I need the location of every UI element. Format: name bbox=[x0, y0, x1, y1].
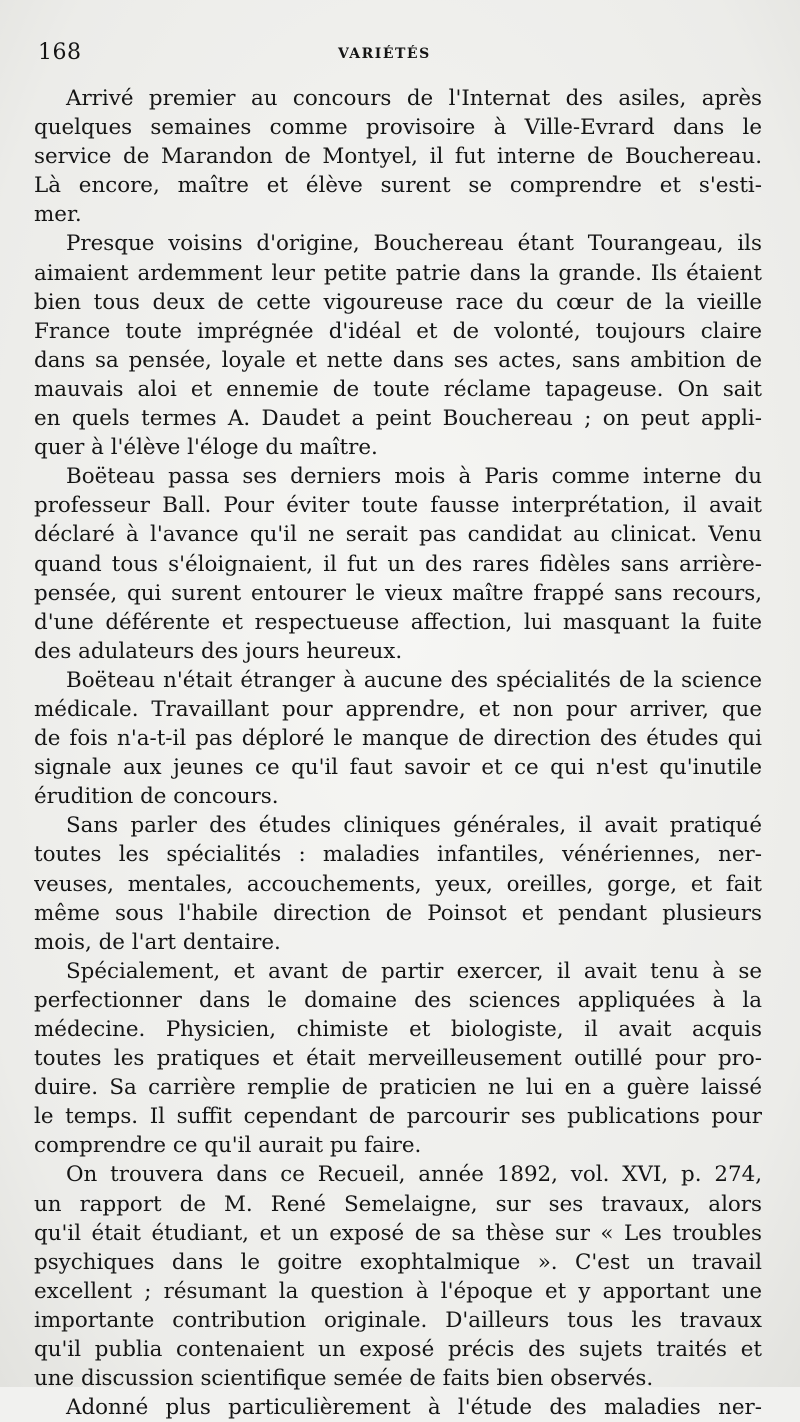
text-line: pensée, qui surent entourer le vieux maître frappé sans recours, bbox=[34, 580, 762, 606]
text-line: toutes les spécialités : maladies infantiles, vénériennes, ner- bbox=[34, 842, 762, 868]
text-line: d'une déférente et respectueuse affection, lui masquant la fuite bbox=[34, 609, 762, 635]
text-line: excellent ; résumant la question à l'époque et y apportant une bbox=[34, 1278, 762, 1304]
text-line: toutes les pratiques et était merveilleusement outillé pour pro- bbox=[34, 1046, 762, 1072]
text-line: qu'il était étudiant, et un exposé de sa thèse sur « Les troubles bbox=[34, 1220, 762, 1246]
text-line: qu'il publia contenaient un exposé précis des sujets traités et bbox=[34, 1337, 762, 1363]
text-line: Boëteau passa ses derniers mois à Paris comme interne du bbox=[66, 464, 762, 490]
text-line: On trouvera dans ce Recueil, année 1892, vol. XVI, p. 274, bbox=[66, 1162, 762, 1188]
text-line: importante contribution originale. D'ailleurs tous les travaux bbox=[34, 1307, 762, 1333]
text-line: mois, de l'art dentaire. bbox=[34, 929, 281, 955]
text-line: Là encore, maître et élève surent se comprendre et s'esti- bbox=[34, 173, 762, 199]
text-line: duire. Sa carrière remplie de praticien ne lui en a guère laissé bbox=[34, 1075, 762, 1101]
text-line: comprendre ce qu'il aurait pu faire. bbox=[34, 1133, 422, 1159]
text-line: le temps. Il suffit cependant de parcourir ses publications pour bbox=[34, 1104, 762, 1130]
text-line: psychiques dans le goitre exophtalmique ». C'est un travail bbox=[34, 1249, 762, 1275]
text-line: mer. bbox=[34, 202, 82, 228]
text-line: Spécialement, et avant de partir exercer, il avait tenu à se bbox=[66, 958, 762, 984]
text-line: érudition de concours. bbox=[34, 784, 279, 810]
text-line: déclaré à l'avance qu'il ne serait pas candidat au clinicat. Venu bbox=[34, 522, 762, 548]
page-header bbox=[38, 40, 760, 70]
text-line: quelques semaines comme provisoire à Ville-Evrard dans le bbox=[34, 115, 762, 141]
text-line: aimaient ardemment leur petite patrie dans la grande. Ils étaient bbox=[34, 260, 762, 286]
text-line: veuses, mentales, accouchements, yeux, oreilles, gorge, et fait bbox=[34, 871, 762, 897]
text-line: médicale. Travaillant pour apprendre, et non pour arriver, que bbox=[34, 696, 762, 722]
text-line: Adonné plus particulièrement à l'étude des maladies ner- bbox=[66, 1395, 762, 1421]
text-line: un rapport de M. René Semelaigne, sur ses travaux, alors bbox=[34, 1191, 762, 1217]
text-line: perfectionner dans le domaine des sciences appliquées à la bbox=[34, 987, 762, 1013]
text-line: quer à l'élève l'éloge du maître. bbox=[34, 435, 378, 461]
text-line: Presque voisins d'origine, Bouchereau étant Tourangeau, ils bbox=[66, 231, 762, 257]
text-line: une discussion scientifique semée de faits bien observés. bbox=[34, 1366, 654, 1392]
text-line: service de Marandon de Montyel, il fut interne de Bouchereau. bbox=[34, 144, 762, 170]
running-head: VARIÉTÉS bbox=[338, 46, 431, 62]
text-line: Arrivé premier au concours de l'Internat des asiles, après bbox=[66, 86, 762, 111]
page-number: 168 bbox=[38, 40, 82, 65]
text-line: médecine. Physicien, chimiste et biologiste, il avait acquis bbox=[34, 1017, 762, 1042]
text-line: bien tous deux de cette vigoureuse race du cœur de la vieille bbox=[34, 289, 762, 315]
text-line: de fois n'a-t-il pas déploré le manque de direction des études qui bbox=[34, 726, 762, 752]
text-line: dans sa pensée, loyale et nette dans ses actes, sans ambition de bbox=[34, 347, 762, 373]
text-line: quand tous s'éloignaient, il fut un des rares fidèles sans arrière- bbox=[34, 551, 762, 577]
text-line: des adulateurs des jours heureux. bbox=[34, 638, 403, 664]
text-line: mauvais aloi et ennemie de toute réclame tapageuse. On sait bbox=[34, 376, 762, 402]
text-line: en quels termes A. Daudet a peint Bouchereau ; on peut appli- bbox=[34, 406, 762, 432]
text-line: Sans parler des études cliniques générales, il avait pratiqué bbox=[66, 813, 762, 839]
text-line: même sous l'habile direction de Poinsot et pendant plusieurs bbox=[34, 900, 762, 926]
text-line: professeur Ball. Pour éviter toute fausse interprétation, il avait bbox=[34, 493, 762, 519]
text-line: Boëteau n'était étranger à aucune des spécialités de la science bbox=[66, 667, 762, 693]
text-line: France toute imprégnée d'idéal et de volonté, toujours claire bbox=[34, 318, 762, 344]
body-text bbox=[34, 84, 762, 1422]
text-line: signale aux jeunes ce qu'il faut savoir et ce qui n'est qu'inutile bbox=[34, 755, 762, 781]
